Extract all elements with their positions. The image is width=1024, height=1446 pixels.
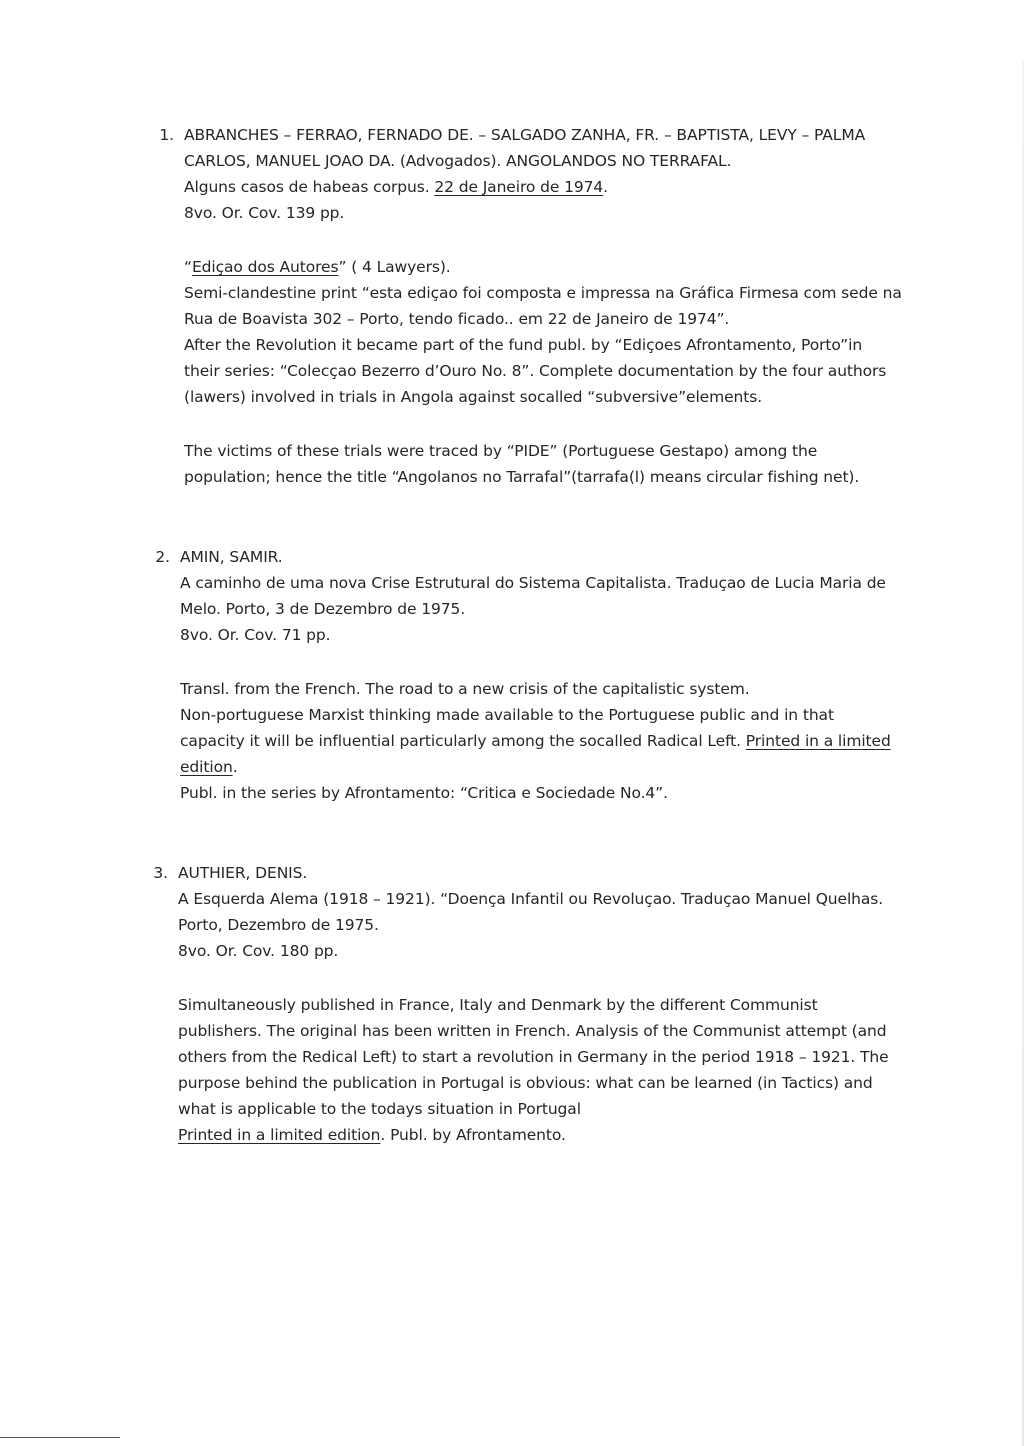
text-line: CARLOS, MANUEL JOAO DA. (Advogados). ANGOLANDOS NO TERRAFAL. (184, 152, 732, 170)
entry-number: 3. (153, 864, 168, 882)
entry-number: 1. (159, 126, 174, 144)
page-corner-mark (0, 1437, 120, 1438)
text-line: their series: “Colecçao Bezerro d’Ouro No. 8”. Complete documentation by the four authors (184, 362, 887, 380)
text-line: 8vo. Or. Cov. 139 pp. (184, 204, 345, 222)
entry-number: 2. (155, 548, 170, 566)
text-line: Semi-clandestine print “esta ediçao foi composta e impressa na Gráfica Firmesa com sede na (184, 284, 902, 302)
text-line: Transl. from the French. The road to a new crisis of the capitalistic system. (180, 680, 750, 698)
text-line: AUTHIER, DENIS. (178, 864, 308, 882)
text-line (180, 754, 891, 780)
text-line: population; hence the title “Angolanos no Tarrafal”(tarrafa(l) means circular fishing net). (184, 468, 860, 486)
text-line (184, 254, 902, 280)
text-line: After the Revolution it became part of the fund publ. by “Ediçoes Afrontamento, Porto”in (184, 336, 863, 354)
text-line (180, 728, 891, 754)
text-segment: . Publ. by Afrontamento. (380, 1126, 566, 1144)
text-line (178, 1122, 889, 1148)
text-line: Publ. in the series by Afrontamento: “Critica e Sociedade No.4”. (180, 784, 668, 802)
text-line: 8vo. Or. Cov. 180 pp. (178, 942, 339, 960)
text-line: Non-portuguese Marxist thinking made available to the Portuguese public and in that (180, 706, 834, 724)
text-line: Melo. Porto, 3 de Dezembro de 1975. (180, 600, 466, 618)
paragraph-gap (180, 648, 891, 676)
entry-body (180, 544, 891, 806)
text-line: A Esquerda Alema (1918 – 1921). “Doença Infantil ou Revoluçao. Traduçao Manuel Quelhas. (178, 890, 884, 908)
text-line: what is applicable to the todays situation in Portugal (178, 1100, 581, 1118)
text-line: Porto, Dezembro de 1975. (178, 916, 379, 934)
text-line: AMIN, SAMIR. (180, 548, 283, 566)
text-segment: . (603, 178, 608, 196)
text-line: A caminho de uma nova Crise Estrutural do Sistema Capitalista. Traduçao de Lucia Maria de (180, 574, 886, 592)
text-segment: . (232, 758, 238, 776)
entry-body (178, 860, 889, 1148)
text-segment: Alguns casos de habeas corpus. (184, 178, 435, 196)
text-line: publishers. The original has been written in French. Analysis of the Communist attempt (and (178, 1022, 887, 1040)
underlined-text: edition (180, 758, 233, 776)
text-line: (lawers) involved in trials in Angola against socalled “subversive”elements. (184, 388, 763, 406)
text-segment: capacity it will be influential particularly among the socalled Radical Left. (180, 732, 746, 750)
underlined-text: Printed in a limited (745, 732, 891, 750)
text-line: others from the Redical Left) to start a revolution in Germany in the period 1918 – 1921. The (178, 1048, 889, 1066)
text-line (184, 174, 902, 200)
text-line: 8vo. Or. Cov. 71 pp. (180, 626, 331, 644)
text-line: Simultaneously published in France, Italy and Denmark by the different Communist (178, 996, 818, 1014)
paragraph-gap (178, 964, 889, 992)
paragraph-gap (184, 226, 902, 254)
text-line: purpose behind the publication in Portugal is obvious: what can be learned (in Tactics) and (178, 1074, 873, 1092)
text-segment: ” ( 4 Lawyers). (338, 258, 451, 276)
underlined-text: Ediçao dos Autores (191, 258, 339, 276)
text-segment: “ (184, 258, 192, 276)
paragraph-gap (184, 410, 902, 438)
text-line: The victims of these trials were traced by “PIDE” (Portuguese Gestapo) among the (184, 442, 818, 460)
text-line: Rua de Boavista 302 – Porto, tendo ficado.. em 22 de Janeiro de 1974”. (184, 310, 730, 328)
entry-body (184, 122, 902, 490)
underlined-text: Printed in a limited edition (178, 1126, 381, 1144)
text-line: ABRANCHES – FERRAO, FERNADO DE. – SALGADO ZANHA, FR. – BAPTISTA, LEVY – PALMA (184, 126, 866, 144)
underlined-text: 22 de Janeiro de 1974 (434, 178, 604, 196)
